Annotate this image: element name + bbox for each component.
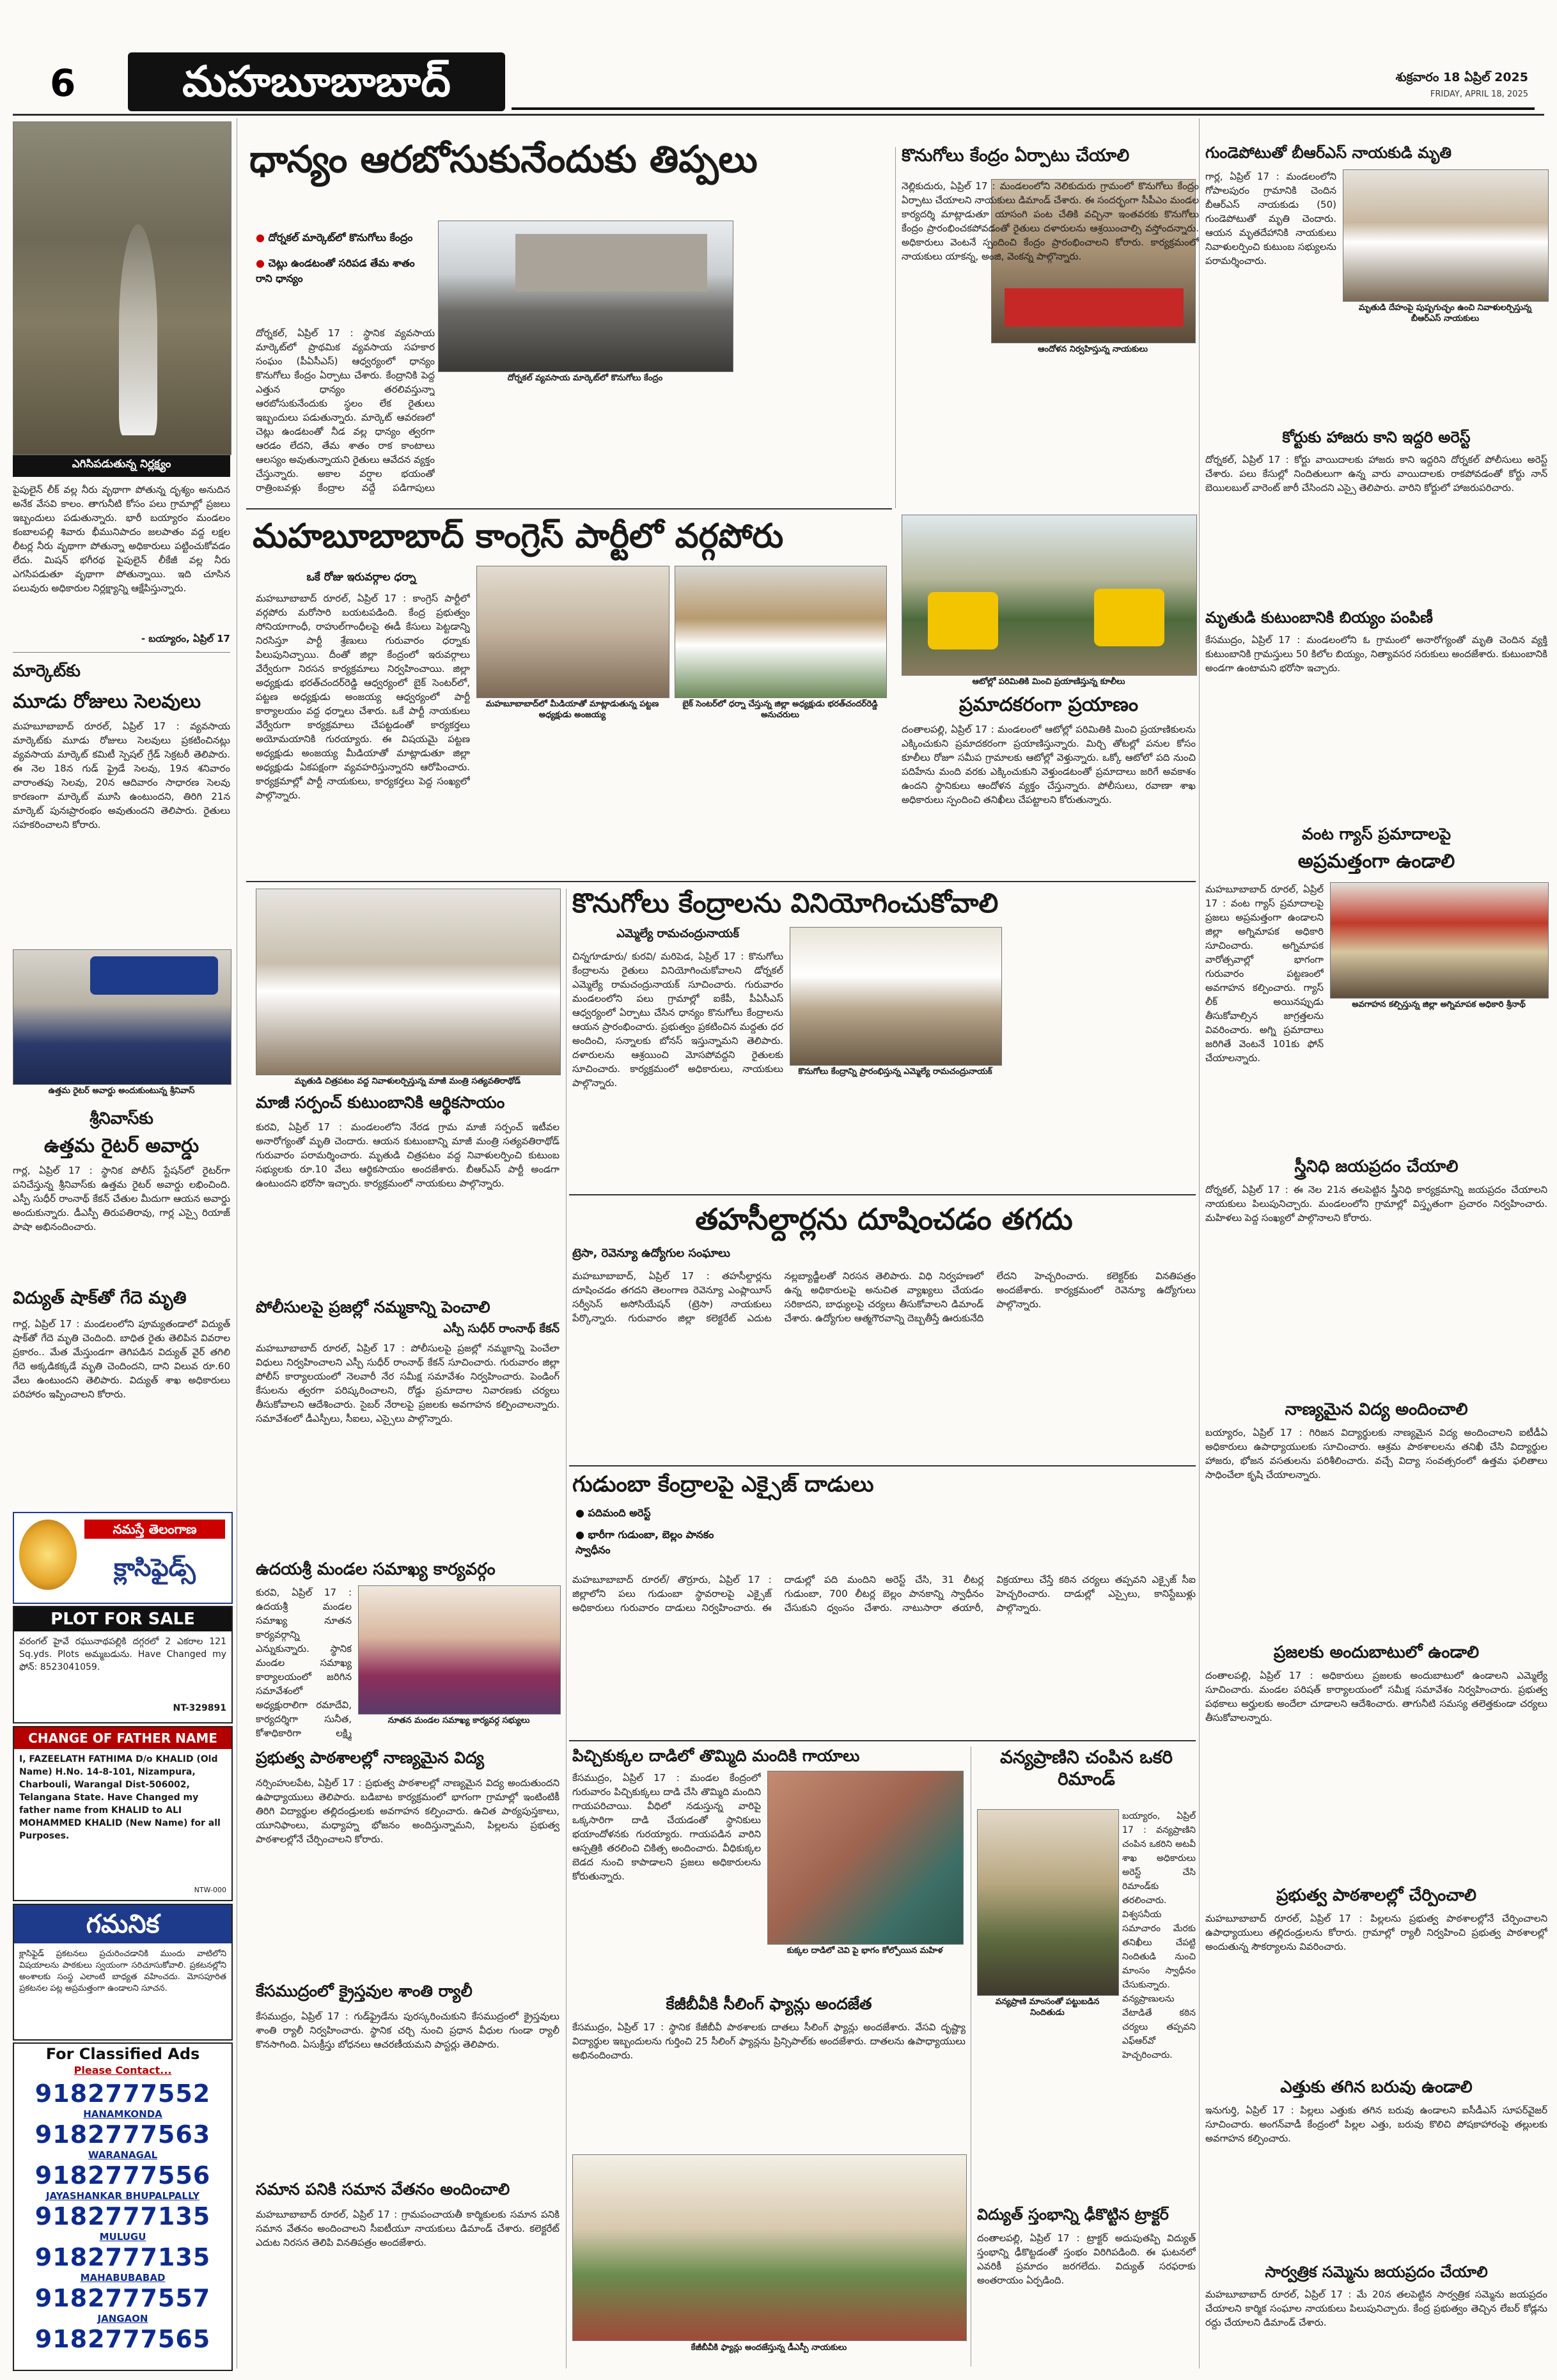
- story-headline: సమాన పనికి సమాన వేతనం అందించాలి: [256, 2180, 510, 2198]
- section-rule: [569, 1194, 1196, 1195]
- lead-body-text: దోర్నకల్, ఏప్రిల్ 17 : స్థానిక వ్యవసాయ మార్కెట్‌లో ప్రాథమిక వ్యవసాయ సహకార సంఘం (పీఏసీఎస్) ఆధ్వర్యంలో ధాన్యం కొనుగోలు కేంద్రం ఏర్పాటు చేశారు. కేంద్రానికి పెద్ద ఎత్తున ధాన్యం తరలివస్తున్నా ఆరబోసుకునేందుకు స్థలం లేక రైతులు ఇబ్బందులు పడుతున్నారు. మార్కెట్ ఆవరణలో చెట్లు ఉండటంతో నీడ వల్ల ధాన్యం త్వరగా ఆరడం లేదని, తేమ శాతం రాక కాంటాలు ఆలస్యం అవుతున్నాయని రైతులు ఆవేదన వ్యక్తం చేస్తున్నారు. అకాల వర్షాల భయంతో రాత్రింబవళ్లు కేంద్రాల వద్దే పడిగాపులు: [256, 327, 435, 494]
- lead-body-continued: [742, 221, 889, 502]
- byline: - బయ్యారం, ఏప్రిల్ 17: [141, 633, 230, 644]
- story-kicker: ట్రెసా, రెవెన్యూ ఉద్యోగుల సంఘాలు: [572, 1247, 731, 1260]
- district-title: మహబూబాబాద్: [182, 57, 451, 106]
- story-body: మహబూబాబాద్ రూరల్, ఏప్రిల్ 17 : వంట గ్యాస్ ప్రమాదాలపై ప్రజలు అప్రమత్తంగా ఉండాలని జిల్లా అగ్నిమాపక అధికారి సూచించారు. అగ్నిమాపక వారోత్సవాల్లో భాగంగా గురువారం పట్టణంలో అవగాహన కల్పించారు. గ్యాస్ లీక్ అయినప్పుడు తీసుకోవాల్సిన జాగ్రత్తలను వివరించారు. అగ్ని ప్రమాదాలు జరిగితే వెంటనే 101కు ఫోన్ చేయాలన్నారు.: [1205, 883, 1324, 1064]
- story-kicker: ఒకే రోజు ఇరువర్గాల ధర్నా: [306, 571, 416, 584]
- market-shed: [515, 234, 707, 292]
- story-headline: మాజీ సర్పంచ్ కుటుంబానికి ఆర్థికసాయం: [256, 1093, 505, 1112]
- story-body: గార్ల, ఏప్రిల్ 17 : మండలంలోని గోపాలపురం గ్రామానికి చెందిన బీఆర్‌ఎస్ నాయకుడు (50) గుండెపోటుతో మృతి చెందారు. ఆయన మృతదేహానికి నాయకులు నివాళులర్పించి కుటుంబ సభ్యులను పరామర్శించారు.: [1205, 171, 1336, 267]
- story-body: బయ్యారం, ఏప్రిల్ 17 : వన్యప్రాణిని చంపిన ఒకరిని అటవీ శాఖ అధికారులు అరెస్ట్ చేసి రిమాండ్‌కు తరలించారు. విశ్వసనీయ సమాచారం మేరకు తనిఖీలు చేపట్టి నిందితుడి నుంచి మాంసం స్వాధీనం చేసుకున్నారు. వన్యప్రాణులను వేటాడితే కఠిన చర్యలు తప్పవని ఎఫ్‌ఆర్‌వో హెచ్చరించారు.: [1122, 1811, 1196, 2060]
- story-headline: స్త్రీనిధి జయప్రదం చేయాలి: [1294, 1157, 1459, 1176]
- contact-phone[interactable]: 9182777565: [35, 2325, 211, 2353]
- bullet-icon: ●: [575, 1528, 588, 1541]
- story-bullets: [575, 1505, 742, 1558]
- story-headline: కేజీబీవీకి సీలింగ్ ఫ్యాన్లు అందజేత: [666, 1995, 872, 2013]
- story-headline: ప్రభుత్వ పాఠశాలల్లో చేర్పించాలి: [1276, 1886, 1476, 1905]
- contact-list: [14, 2080, 231, 2353]
- section-rule: [569, 1740, 1196, 1741]
- inauguration-photo: [790, 927, 1002, 1066]
- date-telugu: శుక్రవారం 18 ఏప్రిల్ 2025: [1395, 70, 1528, 84]
- section-rule: [246, 881, 1196, 882]
- auto-photo: [902, 515, 1197, 676]
- contact-phone[interactable]: 9182777552: [35, 2080, 211, 2108]
- forest-officials-photo: [977, 1809, 1119, 1996]
- story-headline: పిచ్చికుక్కల దాడిలో తొమ్మిది మందికి గాయాలు: [572, 1746, 860, 1765]
- story-body: నెల్లికుదురు, ఏప్రిల్ 17 : మండలంలోని నెలికుదురు గ్రామంలో కొనుగోలు కేంద్రం ఏర్పాటు చేయాలని నాయకులు డిమాండ్ చేశారు. ఈ సందర్భంగా సీపీఎం మండల కార్యదర్శి మాట్లాడుతూ యాసంగి పంట చేతికి వచ్చినా ఇంతవరకు కొనుగోలు కేంద్రం ప్రారంభించకపోవడంతో రైతులు దళారులను ఆశ్రయించాల్సి వస్తోందన్నారు. అధికారులు వెంటనే స్పందించి కేంద్రం ప్రారంభించాలని కోరారు. కార్యక్రమంలో నాయకులు యాకన్న, అంజి, వెంకన్న పాల్గొన్నారు.: [902, 180, 1199, 262]
- contact-area: JANGAON: [97, 2313, 148, 2324]
- story-headline: ఉదయశ్రీ మండల సమాఖ్య కార్యవర్గం: [256, 1560, 496, 1579]
- ad-heading: CHANGE OF FATHER NAME: [14, 1727, 231, 1749]
- story-headline: ప్రజలకు అందుబాటులో ఉండాలి: [1273, 1643, 1480, 1662]
- photo-caption: ఆందోళన నిర్వహిస్తున్న నాయకులు: [1038, 345, 1148, 354]
- classroom-photo: [572, 2154, 967, 2341]
- story-headline: తహసీల్దార్లను దూషించడం తగదు: [695, 1202, 1073, 1236]
- photo-caption: బైక్ సెంటర్‌లో ధర్నా చేస్తున్న జిల్లా అధ్యక్షుడు భరత్‌చందర్‌రెడ్డి అనుచరులు: [682, 699, 878, 720]
- ad-code: NT-329891: [173, 1703, 226, 1713]
- bullet-item: ● చెట్లు ఉండటంతో సరిపడ తేమ శాతం రాని ధాన్యం: [256, 257, 415, 284]
- story-kicker: వంట గ్యాస్ ప్రమాదాలపై: [1302, 825, 1451, 843]
- ad-body: వరంగల్ హైవే రఘునాథపల్లికి దగ్గరలో 2 ఎకరాల 121 Sq.yds. Plots అమ్మబడును. Have Changed my ఫోన్: 8523041059.: [19, 1637, 226, 1672]
- story-kicker: ఎస్పీ సుధీర్ రాంనాథ్ కేకన్: [443, 1322, 559, 1335]
- contacts-heading: For Classified Ads: [45, 2045, 200, 2063]
- story-body: మహబూబాబాద్ రూరల్, ఏప్రిల్ 17 : కాంగ్రెస్ పార్టీలో వర్గపోరు మరోసారి బయటపడింది. కేంద్ర ప్రభుత్వం సోనియాగాంధీ, రాహుల్‌గాంధీలపై ఈడీ కేసులు పెట్టడాన్ని నిరసిస్తూ పార్టీ శ్రేణులు గురువారం ధర్నాకు పిలుపునిచ్చాయి. దీంతో జిల్లా కేంద్రంలో ఇరువర్గాలు వేర్వేరుగా నిరసన కార్యక్రమాలు నిర్వహించాయి. జిల్లా అధ్యక్షుడు భరత్‌చందర్‌రెడ్డి ఆధ్వర్యంలో బైక్ సెంటర్‌లో, పట్టణ అధ్యక్షుడు అంజయ్య ఆధ్వర్యంలో పార్టీ కార్యాలయం వద్ద ధర్నాలు చేశారు. ఒకే పార్టీ నాయకులు వేర్వేరుగా కార్యక్రమాలు చేపట్టడంతో కార్యకర్తలు అయోమయానికి గురయ్యారు. ఈ విషయమై పట్టణ అధ్యక్షుడు అంజయ్య మీడియాతో మాట్లాడుతూ జిల్లా అధ్యక్షుడు ఏకపక్షంగా వ్యవహరిస్తున్నారని ఆరోపించారు. కార్యక్రమాల్లో పార్టీ నాయకులు, కార్యకర్తలు పెద్ద సంఖ్యలో పాల్గొన్నారు.: [256, 593, 470, 801]
- contact-phone[interactable]: 9182777557: [35, 2284, 211, 2312]
- contact-phone[interactable]: 9182777563: [35, 2120, 211, 2149]
- contact-entry: [14, 2325, 231, 2353]
- bullet-icon: ●: [256, 257, 269, 269]
- lead-bullets: [256, 230, 428, 286]
- women-group-photo: [358, 1585, 561, 1715]
- column-rule: [566, 889, 567, 2368]
- contact-area: JAYASHANKAR BHUPALPALLY: [45, 2190, 200, 2202]
- story-body: బయ్యారం, ఏప్రిల్ 17 : గిరిజన విద్యార్థులకు నాణ్యమైన విద్య అందించాలని ఐటీడీఏ అధికారులు ఉపాధ్యాయులకు సూచించారు. ఆశ్రమ పాఠశాలలను తనిఖీ చేసి విద్యార్థుల హాజరు, భోజన వసతులను పరిశీలించారు. వచ్చే విద్యా సంవత్సరంలో ఉత్తమ ఫలితాలు సాధించేలా కృషి చేయాలన్నారు.: [1205, 1427, 1547, 1481]
- story-headline: కేసముద్రంలో క్రైస్తవుల శాంతి ర్యాలీ: [256, 1982, 473, 2000]
- story-kicker: శ్రీనివాస్‌కు: [90, 1109, 153, 1128]
- auto-rickshaw: [928, 592, 998, 649]
- story-kicker: ఎమ్మెల్యే రామచంద్రునాయక్: [616, 927, 739, 940]
- award-photo: [13, 949, 231, 1085]
- contact-entry: [14, 2202, 231, 2243]
- story-headline: గుడుంబా కేంద్రాలపై ఎక్సైజ్ దాడులు: [572, 1472, 874, 1497]
- notice-heading: గమనిక: [14, 1905, 231, 1943]
- newspaper-logo: [19, 1520, 77, 1590]
- story-headline: వన్యప్రాణిని చంపిన ఒకరి రిమాండ్: [1000, 1746, 1173, 1789]
- photo-caption: అవగాహన కల్పిస్తున్న జిల్లా అగ్నిమాపక అధికారి శ్రీనాథ్: [1352, 1000, 1526, 1009]
- media-photo: [476, 566, 669, 698]
- story-headline: ప్రమాదకరంగా ప్రయాణం: [958, 694, 1139, 716]
- story-body: కేసముద్రం, ఏప్రిల్ 17 : స్థానిక కేజీబీవీ పాఠశాలకు దాతలు సీలింగ్ ఫ్యాన్లు అందజేశారు. వేసవి దృష్ట్యా విద్యార్థుల ఇబ్బందులను గుర్తించి 25 సీలింగ్ ఫ్యాన్లను ప్రిన్సిపాల్‌కు అందజేశారు. దాతలను ఉపాధ్యాయులు అభినందించారు.: [572, 2021, 966, 2061]
- story-headline: సార్వత్రిక సమ్మెను జయప్రదం చేయాలి: [1265, 2263, 1488, 2281]
- masthead-bottom-rule: [13, 114, 1544, 116]
- photo-caption: ఎగిసిపడుతున్న నిర్లక్ష్యం: [72, 458, 171, 471]
- photo-caption: కొనుగోలు కేంద్రాన్ని ప్రారంభిస్తున్న ఎమ్మెల్యే రామచంద్రునాయక్: [798, 1067, 992, 1077]
- banner-subtitle: క్లాసిఫైడ్స్: [114, 1553, 196, 1582]
- story-body-continued: [476, 726, 886, 876]
- notice-body: క్లాసిఫైడ్ ప్రకటనలు ప్రచురించడానికి ముందు వాటిలోని విషయాలను పాఠకులు స్వయంగా సరిచూసుకోవాలి. ప్రకటనల్లోని అంశాలకు సంస్థ ఎలాంటి బాధ్యత వహించదు. మోసపూరిత ప్రకటనల పట్ల అప్రమత్తంగా ఉండాలని సూచన.: [19, 1949, 226, 1993]
- water-spray: [119, 224, 157, 435]
- photo-caption: నూతన మండల సమాఖ్య కార్యవర్గ సభ్యులు: [387, 1716, 530, 1725]
- story-body: మహబూబాబాద్ రూరల్, ఏప్రిల్ 17 : గ్రామపంచాయతీ కార్మికులకు సమాన పనికి సమాన వేతనం అందించాలని సీఐటీయూ నాయకులు డిమాండ్ చేశారు. కలెక్టరేట్ ఎదుట నిరసన తెలిపి వినతిపత్రం అందజేశారు.: [256, 2209, 559, 2248]
- story-headline: అప్రమత్తంగా ఉండాలి: [1297, 850, 1455, 873]
- contact-entry: [14, 2161, 231, 2202]
- story-headline: నాణ్యమైన విద్య అందించాలి: [1285, 1400, 1468, 1419]
- contact-entry: [14, 2243, 231, 2284]
- story-headline: మృతుడి కుటుంబానికి బియ్యం పంపిణీ: [1205, 609, 1433, 626]
- photo-caption: కేజీబీవీకి ఫ్యాన్లు అందజేస్తున్న డీఎస్పీ నాయకులు: [691, 2343, 847, 2353]
- name-change-ad: [13, 1726, 233, 1901]
- story-headline: విద్యుత్ స్తంభాన్ని ఢీకొట్టిన ట్రాక్టర్: [977, 2205, 1169, 2223]
- lead-headline: ధాన్యం ఆరబోసుకునేందుకు తిప్పలు: [249, 137, 758, 181]
- story-body: కురవి, ఏప్రిల్ 17 : ఉదయశ్రీ మండల సమాఖ్య నూతన కార్యవర్గాన్ని ఎన్నుకున్నారు. స్థానిక మండల సమాఖ్య కార్యాలయంలో జరిగిన సమావేశంలో అధ్యక్షురాలిగా రమాదేవి, కార్యదర్శిగా సునీత, కోశాధికారిగా లక్ష్మి: [256, 1587, 352, 1739]
- tribute-photo-right: [1343, 169, 1549, 302]
- story-headline: కోర్టుకు హాజరు కాని ఇద్దరి అరెస్ట్: [1282, 428, 1471, 446]
- story-body: నర్సింహులపేట, ఏప్రిల్ 17 : ప్రభుత్వ పాఠశాలల్లో నాణ్యమైన విద్య అందుతుందని ఉపాధ్యాయులు తెలిపారు. బడిబాట కార్యక్రమంలో భాగంగా గ్రామాల్లో ఇంటింటికీ తిరిగి విద్యార్థుల తల్లిదండ్రులకు అవగాహన కల్పించారు. ఉచిత పాఠ్యపుస్తకాలు, యూనిఫాంలు, మధ్యాహ్న భోజనం అందిస్తున్నామని, పిల్లలను ప్రభుత్వ పాఠశాలల్లోనే చేర్పించాలని కోరారు.: [256, 1777, 559, 1845]
- photo-caption: కుక్కల దాడిలో చెవి పై భాగం కోల్పోయిన మహిళ: [786, 1946, 943, 1956]
- bullet-icon: ●: [575, 1507, 588, 1519]
- section-rule: [13, 652, 230, 653]
- classifieds-banner: [13, 1512, 233, 1604]
- contact-entry: [14, 2080, 231, 2120]
- contact-area: MULUGU: [99, 2231, 146, 2243]
- story-body: పైపులైన్ లీక్ వల్ల నీరు వృథాగా పోతున్న దృశ్యం అనుదిన అనేక వేసవి కాలం. తాగునీటి కోసం పలు గ్రామాల్లో ప్రజలు ఇబ్బందులు పడుతున్నారు. భారీ బయ్యారం మండలం కంబాలపల్లి శివారు భీమునిపాదం జలపాతం వద్ద లక్షల లీటర్ల నీరు వృథాగా పోతున్నా అధికారులు పట్టించుకోవడం లేదు. మిషన్ భగీరథ పైపులైన్ లీకేజీ వల్ల నీరు ఎగసిపడుతూ వృథాగా పోతున్నాయి. ఇది చూసిన పలువురు అధికారుల నిర్లక్ష్యాన్ని ఆక్షేపిస్తున్నారు.: [13, 484, 230, 594]
- contact-area: WARANAGAL: [88, 2149, 158, 2161]
- story-body: మహబూబాబాద్, ఏప్రిల్ 17 : తహసీల్దార్లను దూషించడం తగదని తెలంగాణ రెవెన్యూ ఎంప్లాయీస్ సర్వీసెస్ అసోసియేషన్ (ట్రెసా) నాయకులు పేర్కొన్నారు. గురువారం జిల్లా కలెక్టరేట్ ఎదుట నల్లబ్యాడ్జీలతో నిరసన తెలిపారు. విధి నిర్వహణలో ఉన్న అధికారులపై అనుచిత వ్యాఖ్యలు చేయడం సరికాదని, బాధ్యులపై చర్యలు తీసుకోవాలని డిమాండ్ చేశారు. ఉద్యోగుల ఆత్మగౌరవాన్ని దెబ్బతీస్తే ఊరుకునేది లేదని హెచ్చరించారు. కలెక్టర్‌కు వినతిపత్రం అందజేశారు. కార్యక్రమంలో రెవెన్యూ ఉద్యోగులు పాల్గొన్నారు.: [572, 1270, 1196, 1324]
- photo-caption: ఉత్తమ రైటర్ అవార్డు అందుకుంటున్న శ్రీనివాస్: [48, 1086, 195, 1096]
- bullet-item: ● భారీగా గుడుంబా, బెల్లం పానకం స్వాధీనం: [575, 1528, 714, 1556]
- contact-area: MAHABUBABAD: [80, 2272, 166, 2283]
- story-body: దంతాలపల్లి, ఏప్రిల్ 17 : ట్రాక్టర్ అదుపుతప్పి విద్యుత్ స్తంభాన్ని ఢీకొట్టడంతో స్తంభం విరిగిపడింది. ఈ ఘటనలో ఎవరికీ ప్రమాదం జరగలేదు. విద్యుత్ సరఫరాకు అంతరాయం ఏర్పడింది.: [977, 2232, 1196, 2286]
- injury-photo: [767, 1771, 964, 1945]
- story-body: ఇనుగుర్తి, ఏప్రిల్ 17 : పిల్లలు ఎత్తుకు తగిన బరువు ఉండాలని ఐసీడీఎస్ సూపర్‌వైజర్ సూచించారు. అంగన్‌వాడీ కేంద్రంలో పిల్లల ఎత్తు, బరువు కొలిచి పోషకాహారంపై తల్లులకు అవగాహన కల్పించారు.: [1205, 2104, 1547, 2144]
- tribute-photo: [256, 889, 561, 1075]
- ad-code: NTW-000: [194, 1886, 226, 1894]
- story-body: కురవి, ఏప్రిల్ 17 : మండలంలోని నేరడ గ్రామ మాజీ సర్పంచ్ ఇటీవల అనారోగ్యంతో మృతి చెందారు. ఆయన కుటుంబాన్ని మాజీ మంత్రి సత్యవతిరాథోడ్ గురువారం పరామర్శించారు. మృతుడి చిత్రపటం వద్ద నివాళులర్పించి కుటుంబ సభ్యులకు రూ.10 వేలు ఆర్థికసాయం అందజేశారు. బీఆర్‌ఎస్ పార్టీ అండగా ఉంటుందని భరోసా ఇచ్చారు. కార్యక్రమంలో నాయకులు పాల్గొన్నారు.: [256, 1121, 559, 1189]
- story-body: దంతాలపల్లి, ఏప్రిల్ 17 : మండలంలో ఆటోల్లో పరిమితికి మించి ప్రయాణికులను ఎక్కించుకుని ప్రమాదకరంగా ప్రయాణిస్తున్నారు. మిర్చి తోటల్లో పనుల కోసం కూలీలు రోజూ సమీప గ్రామాలకు ఆటోల్లో వెళ్తున్నారు. ఒక్కో ఆటోలో పది నుంచి పదిహేను మంది వరకు ఎక్కించుకుని వెళ్తుండటంతో ప్రమాదాలు జరిగే అవకాశం ఉందని స్థానికులు ఆందోళన వ్యక్తం చేస్తున్నారు. పోలీసులు, రవాణా శాఖ అధికారులు స్పందించి తనిఖీలు చేపట్టాలని కోరుతున్నారు.: [902, 724, 1196, 805]
- story-body-continued: [977, 2026, 1196, 2186]
- bullet-item: ● పదిమంది అరెస్ట్: [575, 1507, 651, 1519]
- story-body: దోర్నకల్, ఏప్రిల్ 17 : ఈ నెల 21న తలపెట్టిన స్త్రీనిధి కార్యక్రమాన్ని జయప్రదం చేయాలని నాయకులు పిలుపునిచ్చారు. మండలంలోని గ్రామాల్లో విస్తృతంగా ప్రచారం నిర్వహించారు. మహిళలు పెద్ద సంఖ్యలో పాల్గొనాలని కోరారు.: [1205, 1184, 1547, 1224]
- story-headline: విద్యుత్ షాక్‌తో గేదె మృతి: [13, 1288, 187, 1308]
- section-rule: [246, 508, 892, 509]
- story-headline: కొనుగోలు కేంద్రాలను వినియోగించుకోవాలి: [572, 887, 999, 919]
- story-headline: ప్రభుత్వ పాఠశాలల్లో నాణ్యమైన విద్య: [256, 1748, 484, 1767]
- story-body: కేసముద్రం, ఏప్రిల్ 17 : గుడ్‌ఫ్రైడేను పురస్కరించుకుని కేసముద్రంలో క్రైస్తవులు శాంతి ర్యాలీ నిర్వహించారు. స్థానిక చర్చి నుంచి ప్రధాన వీధుల గుండా ర్యాలీ కొనసాగింది. ఏసుక్రీస్తు బోధనలు ఆచరణీయమని పాస్టర్లు తెలిపారు.: [256, 2011, 559, 2050]
- notice-box: [13, 1904, 233, 2041]
- column-rule: [1199, 118, 1200, 2368]
- story-headline: కొనుగోలు కేంద్రం ఏర్పాటు చేయాలి: [902, 146, 1130, 166]
- contact-phone[interactable]: 9182777135: [35, 2243, 211, 2271]
- section-kicker: మార్కెట్‌కు: [13, 662, 81, 681]
- award-backdrop: [90, 956, 218, 995]
- page-number: 6: [50, 61, 76, 105]
- story-body: మహబూబాబాద్ రూరల్, ఏప్రిల్ 17 : వ్యవసాయ మార్కెట్‌కు మూడు రోజులు సెలవులు ప్రకటించినట్లు వ్యవసాయ మార్కెట్ కమిటీ స్పెషల్ గ్రేడ్ సెక్రటరీ తెలిపారు. ఈ నెల 18న గుడ్ ఫ్రైడే సెలవు, 19న శనివారం వారాంతపు సెలవు, 20న ఆదివారం సాధారణ సెలవు కారణంగా మార్కెట్ మూసి ఉంటుందని, తిరిగి 21న మార్కెట్ పునఃప్రారంభం అవుతుందని తెలిపారు. రైతులు సహకరించాలని కోరారు.: [13, 720, 230, 830]
- dharna-photo: [675, 566, 887, 698]
- story-body: కేసముద్రం, ఏప్రిల్ 17 : మండల కేంద్రంలో గురువారం పిచ్చికుక్కలు దాడి చేసి తొమ్మిది మందిని గాయపరిచాయి. వీధిలో నడుస్తున్న వారిపై ఒక్కసారిగా దాడి చేయడంతో స్థానికులు భయాందోళనకు గురయ్యారు. గాయపడిన వారిని ఆస్పత్రికి తరలించి చికిత్స అందించారు. వీధికుక్కల బెడద నుంచి కాపాడాలని ప్రజలు అధికారులను కోరుతున్నారు.: [572, 1772, 761, 1882]
- banner-title: నమస్తే తెలంగాణ: [84, 1520, 225, 1539]
- photo-caption: ఆటోల్లో పరిమితికి మించి ప్రయాణిస్తున్న కూలీలు: [972, 677, 1125, 687]
- story-body: గార్ల, ఏప్రిల్ 17 : స్థానిక పోలీస్ స్టేషన్‌లో రైటర్‌గా పనిచేస్తున్న శ్రీనివాస్‌కు ఉత్తమ రైటర్ అవార్డు లభించింది. ఎస్పీ సుధీర్ రాంనాథ్ కేకన్ చేతుల మీదుగా ఆయన అవార్డు అందుకున్నారు. డీఎస్పీ తిరుపతిరావు, గార్ల ఎస్సై రియాజ్ పాషా అభినందించారు.: [13, 1165, 230, 1233]
- pipeline-leak-photo: [13, 121, 231, 455]
- contacts-sub: Please Contact...: [74, 2064, 172, 2076]
- bullet-icon: ●: [256, 231, 269, 244]
- story-body: మహబూబాబాద్ రూరల్, ఏప్రిల్ 17 : పిల్లలను ప్రభుత్వ పాఠశాలల్లోనే చేర్పించాలని ఉపాధ్యాయులు తల్లిదండ్రులను కోరారు. గ్రామాల్లో ర్యాలీ నిర్వహించి ప్రభుత్వ పాఠశాలల్లో అందుతున్న సౌకర్యాలను వివరించారు.: [1205, 1913, 1547, 1952]
- masthead: [0, 0, 1557, 112]
- photo-caption: దోర్నకల్ వ్యవసాయ మార్కెట్‌లో కొనుగోలు కేంద్రం: [507, 373, 663, 383]
- column-rule: [895, 147, 896, 508]
- photo-caption: మృతుడి దేహంపై పుష్పగుచ్ఛం ఉంచి నివాళులర్పిస్తున్న బీఆర్‌ఎస్ నాయకులు: [1358, 303, 1532, 323]
- story-headline: ఉత్తమ రైటర్ అవార్డు: [43, 1135, 200, 1157]
- auto-rickshaw: [1094, 589, 1164, 646]
- photo-caption: మహబూబాబాద్‌లో మీడియాతో మాట్లాడుతున్న పట్టణ అధ్యక్షుడు అంజయ్య: [485, 699, 659, 720]
- story-body: దోర్నకల్, ఏప్రిల్ 17 : కోర్టు వాయిదాలకు హాజరు కాని ఇద్దరిని దోర్నకల్ పోలీసులు అరెస్ట్ చేశారు. పలు కేసుల్లో నిందితులుగా ఉన్న వారు వాయిదాలకు రాకపోవడంతో కోర్టు నాన్ బెయిలబుల్ వారెంట్ జారీ చేసిందని ఎస్సై తెలిపారు. వారిని కోర్టులో హాజరుపరిచారు.: [1205, 454, 1547, 494]
- contact-phone[interactable]: 9182777135: [35, 2202, 211, 2230]
- story-headline: ఎత్తుకు తగిన బరువు ఉండాలి: [1280, 2078, 1473, 2097]
- ad-heading: PLOT FOR SALE: [14, 1607, 231, 1631]
- story-body-continued: [1007, 927, 1196, 1189]
- masthead-rule: [512, 107, 1535, 110]
- story-body: చిన్నగూడూరు/ కురవి/ మరిపెడ, ఏప్రిల్ 17 : కొనుగోలు కేంద్రాలను రైతులు వినియోగించుకోవాలని డోర్నకల్ ఎమ్మెల్యే రామచంద్రునాయక్ సూచించారు. గురువారం మండలంలోని పలు గ్రామాల్లో ఐకేపీ, పీఏసీఎస్ ఆధ్వర్యంలో ఏర్పాటు చేసిన ధాన్యం కొనుగోలు కేంద్రాలను ఆయన ప్రారంభించారు. ప్రభుత్వం ప్రకటించిన మద్దతు ధర అందించి, సన్నాలకు బోనస్ ఇస్తున్నామని తెలిపారు. దళారులను ఆశ్రయించి మోసపోవద్దని రైతులకు సూచించారు. కార్యక్రమంలో అధికారులు, నాయకులు పాల్గొన్నారు.: [572, 951, 783, 1089]
- fire-dept-photo: [1330, 882, 1549, 999]
- ad-body: I, FAZEELATH FATHIMA D/o KHALID (Old Name) H.No. 14-8-101, Nizampura, Charbouli, Warangal Dist-506002, Telangana State. Have Changed my father name from KHALID to ALI MOHAMMED KHALID (New Name) for all Purposes.: [19, 1754, 221, 1841]
- story-body: మహబూబాబాద్ రూరల్, ఏప్రిల్ 17 : పోలీసులపై ప్రజల్లో నమ్మకాన్ని పెంచేలా విధులు నిర్వహించాలని ఎస్పీ సుధీర్ రాంనాథ్ కేకన్ సూచించారు. గురువారం జిల్లా పోలీస్ కార్యాలయంలో నెలవారీ నేర సమీక్ష సమావేశం నిర్వహించారు. పెండింగ్ కేసులను త్వరగా పరిష్కరించాలని, రోడ్డు ప్రమాదాల నివారణకు చర్యలు తీసుకోవాలని ఆదేశించారు. సైబర్ నేరాలపై ప్రజలకు అవగాహన కల్పించాలన్నారు. సమావేశంలో డీఎస్పీలు, సీఐలు, ఎస్సైలు పాల్గొన్నారు.: [256, 1342, 559, 1424]
- story-headline: మహబూబాబాద్ కాంగ్రెస్ పార్టీలో వర్గపోరు: [253, 517, 784, 556]
- contact-area: HANAMKONDA: [83, 2108, 162, 2120]
- date-english: FRIDAY, APRIL 18, 2025: [1430, 89, 1528, 99]
- bullet-item: ● దోర్నకల్ మార్కెట్‌లో కొనుగోలు కేంద్రం: [256, 231, 413, 244]
- contact-phone[interactable]: 9182777556: [35, 2161, 211, 2189]
- story-body: దంతాలపల్లి, ఏప్రిల్ 17 : అధికారులు ప్రజలకు అందుబాటులో ఉండాలని ఎమ్మెల్యే సూచించారు. మండల పరిషత్ కార్యాలయంలో సమీక్ష సమావేశం నిర్వహించారు. ప్రభుత్వ పథకాలు అర్హులకు అందేలా చూడాలని ఆదేశించారు. తాగునీటి సమస్య తలెత్తకుండా చర్యలు తీసుకోవాలన్నారు.: [1205, 1670, 1547, 1723]
- story-body: కేసముద్రం, ఏప్రిల్ 17 : మండలంలోని ఓ గ్రామంలో అనారోగ్యంతో మృతి చెందిన వ్యక్తి కుటుంబానికి గ్రామస్తులు 50 కిలోల బియ్యం, నిత్యావసర సరుకులు అందజేశారు. కుటుంబానికి అండగా ఉంటామని భరోసా ఇచ్చారు.: [1205, 634, 1547, 674]
- story-headline: గుండెపోటుతో బీఆర్‌ఎస్ నాయకుడి మృతి: [1205, 144, 1451, 162]
- section-rule: [569, 1465, 1196, 1466]
- story-headline: మూడు రోజులు సెలవులు: [13, 690, 201, 713]
- photo-caption: వన్యప్రాణి మాంసంతో పట్టుబడిన నిందితుడు: [995, 1997, 1100, 2018]
- story-headline: పోలీసులపై ప్రజల్లో నమ్మకాన్ని పెంచాలి: [256, 1298, 490, 1316]
- story-body: మహబూబాబాద్ రూరల్/ తొర్రూరు, ఏప్రిల్ 17 : జిల్లాలోని పలు గుడుంబా స్థావరాలపై ఎక్సైజ్ అధికారులు గురువారం దాడులు నిర్వహించారు. ఈ దాడుల్లో పది మందిని అరెస్ట్ చేసి, 31 లీటర్ల గుడుంబా, 700 లీటర్ల బెల్లం పానకాన్ని స్వాధీనం చేసుకుని ధ్వంసం చేశారు. నాటుసారా తయారీ, విక్రయాలు చేస్తే కఠిన చర్యలు తప్పవని ఎక్సైజ్ సీఐ హెచ్చరించారు. దాడుల్లో ఎస్సైలు, కానిస్టేబుళ్లు పాల్గొన్నారు.: [572, 1574, 1196, 1614]
- classified-contacts: [13, 2042, 233, 2371]
- contact-entry: [14, 2284, 231, 2325]
- contact-entry: [14, 2120, 231, 2161]
- plot-ad: [13, 1606, 233, 1723]
- story-body: మహబూబాబాద్ రూరల్, ఏప్రిల్ 17 : మే 20న తలపెట్టిన సార్వత్రిక సమ్మెను జయప్రదం చేయాలని కార్మిక సంఘాల నాయకులు పిలుపునిచ్చారు. కేంద్ర ప్రభుత్వం తెచ్చిన లేబర్ కోడ్లను రద్దు చేయాలని డిమాండ్ చేశారు.: [1205, 2289, 1547, 2328]
- story-body: గార్ల, ఏప్రిల్ 17 : మండలంలోని పూమ్యతండాలో విద్యుత్ షాక్‌తో గేదె మృతి చెందింది. బాధిత రైతు తెలిపిన వివరాల ప్రకారం.. మేత మేస్తుండగా తెగిపడిన విద్యుత్ వైర్ తగిలి గేదె అక్కడికక్కడే మృతి చెందిందని, దాని విలువ రూ.60 వేలు ఉంటుందని తెలిపారు. విద్యుత్ శాఖ అధికారులు పరిహారం ఇప్పించాలని కోరారు.: [13, 1318, 230, 1400]
- photo-caption: మృతుడి చిత్రపటం వద్ద నివాళులర్పిస్తున్న మాజీ మంత్రి సత్యవతిరాథోడ్: [294, 1077, 521, 1086]
